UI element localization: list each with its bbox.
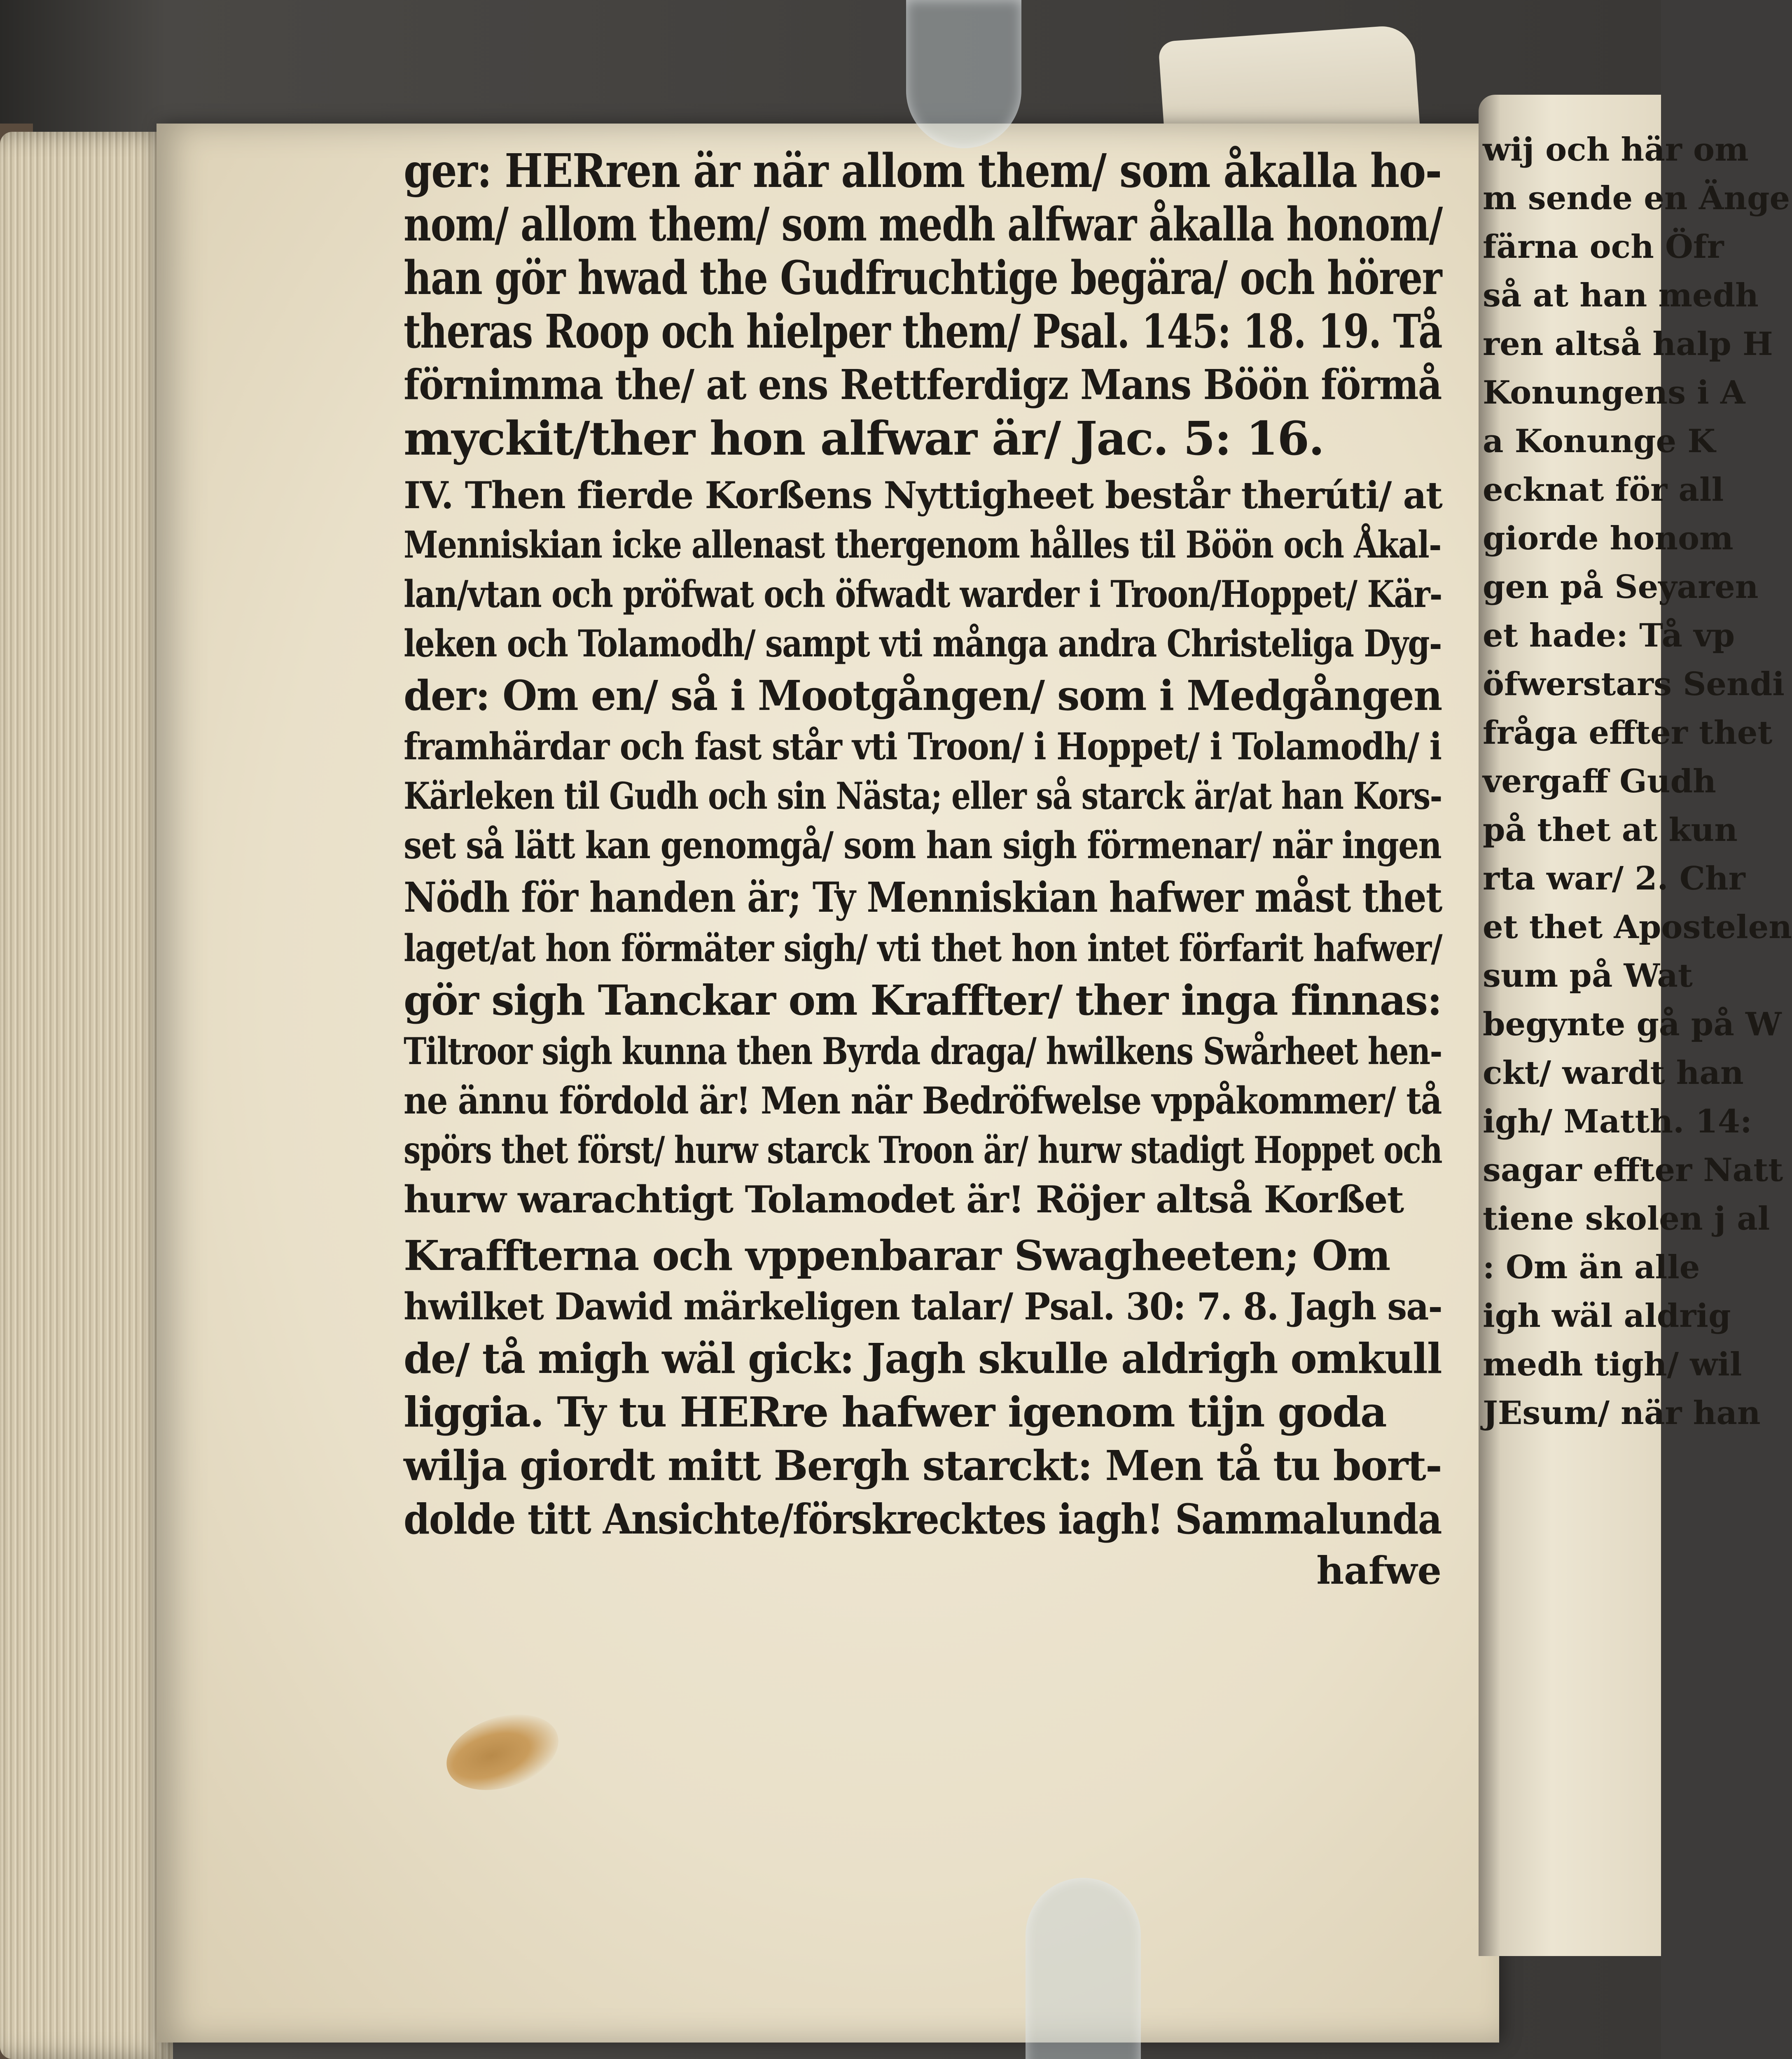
text-line: ne ännu fördold är! Men när Bedröfwelse vppåkommer/ tå (404, 1079, 1442, 1123)
facing-page (1479, 95, 1792, 1956)
text-line: wilja giordt mitt Bergh starckt: Men tå tu bort- (404, 1441, 1442, 1490)
facing-text-line: giorde honom (1483, 520, 1734, 557)
text-line: han gör hwad the Gudfruchtige begära/ och hörer (404, 251, 1442, 305)
text-line: lan/vtan och pröfwat och öfwadt warder i Troon/Hoppet/ Kär- (404, 572, 1442, 616)
facing-text-line: vergaff Gudh (1483, 763, 1716, 800)
text-line: theras Roop och hielper them/ Psal. 145: 18. 19. Tå (404, 305, 1442, 359)
text-line: Kraffterna och vppenbarar Swagheeten; Om (404, 1231, 1390, 1280)
catchword: hafwe (1316, 1548, 1442, 1593)
left-page-stack (0, 132, 173, 2059)
text-line: framhärdar och fast står vti Troon/ i Hoppet/ i Tolamodh/ i (404, 725, 1442, 768)
facing-text-line: fråga effter thet (1483, 714, 1773, 752)
facing-text-line: m sende en Änge (1483, 180, 1790, 217)
text-line: laget/at hon förmäter sigh/ vti thet hon intet förfarit hafwer/ (404, 927, 1442, 970)
text-line: de/ tå migh wäl gick: Jagh skulle aldrigh omkull (404, 1334, 1442, 1383)
bottom-clip (1026, 1878, 1141, 2059)
text-line: Tiltroor sigh kunna then Byrda draga/ hwilkens Swårheet hen- (404, 1030, 1442, 1073)
facing-text-line: et thet Apostelen (1483, 908, 1792, 946)
text-line: hurw warachtigt Tolamodet är! Röjer altså Korßet (404, 1178, 1404, 1221)
facing-text-line: öfwerstars Sendi (1483, 665, 1785, 703)
facing-text-line: tiene skolen j al (1483, 1200, 1770, 1237)
facing-text-line: färna och Öfr (1483, 228, 1724, 266)
facing-text-line: igh/ Matth. 14: (1483, 1103, 1752, 1140)
facing-text-line: sum på Wat (1483, 957, 1693, 994)
text-line: ger: HERren är när allom them/ som åkalla ho- (404, 144, 1442, 198)
text-line: gör sigh Tanckar om Kraffter/ ther inga finnas: (404, 976, 1442, 1025)
text-line: der: Om en/ så i Mootgången/ som i Medgången (404, 671, 1442, 720)
facing-text-line: gen på Seyaren (1483, 568, 1759, 606)
text-line: leken och Tolamodh/ sampt vti många andra Christeliga Dyg- (404, 622, 1442, 665)
facing-text-line: ecknat för all (1483, 471, 1724, 509)
facing-text-line: rta war/ 2. Chr (1483, 860, 1745, 897)
facing-text-line: begynte gå på W (1483, 1006, 1782, 1043)
top-clip (906, 0, 1021, 148)
text-line: set så lätt kan genomgå/ som han sigh förmenar/ när ingen (404, 824, 1441, 867)
text-line: Menniskian icke allenast thergenom hålles til Böön och Åkal- (404, 523, 1441, 567)
text-line: IV. Then fierde Korßens Nyttigheet består therúti/ at (404, 474, 1442, 517)
facing-text-line: medh tigh/ wil (1483, 1346, 1742, 1383)
facing-text-line: JEsum/ när han (1483, 1394, 1761, 1432)
text-line: hwilket Dawid märkeligen talar/ Psal. 30: 7. 8. Jagh sa- (404, 1285, 1442, 1328)
facing-text-line: ckt/ wardt han (1483, 1054, 1744, 1092)
facing-text-line: wij och här om (1483, 131, 1749, 168)
facing-text-line: på thet at kun (1483, 811, 1738, 849)
facing-text-line: ren altså halp H (1483, 325, 1773, 363)
facing-text-line: så at han medh (1483, 277, 1759, 314)
facing-text-line: Konungens i A (1483, 374, 1745, 411)
text-line: liggia. Ty tu HERre hafwer igenom tijn goda (404, 1388, 1386, 1436)
text-line: Nödh för handen är; Ty Menniskian hafwer måst thet (404, 873, 1442, 922)
facing-text-line: sagar effter Natt (1483, 1151, 1783, 1189)
facing-text-line: igh wäl aldrig (1483, 1297, 1731, 1335)
facing-text-line: : Om än alle (1483, 1249, 1700, 1286)
text-line: nom/ allom them/ som medh alfwar åkalla honom/ (404, 198, 1442, 252)
text-line: förnimma the/ at ens Rettferdigz Mans Böön förmå (404, 360, 1442, 409)
text-line: spörs thet först/ hurw starck Troon är/ hurw stadigt Hoppet och (404, 1128, 1442, 1172)
text-line: dolde titt Ansichte/förskrecktes iagh! Sammalunda (404, 1495, 1442, 1543)
text-line: myckit/ther hon alfwar är/ Jac. 5: 16. (404, 412, 1324, 466)
facing-text-line: a Konunge K (1483, 423, 1716, 460)
facing-text-line: et hade: Tå vp (1483, 617, 1735, 654)
text-line: Kärleken til Gudh och sin Nästa; eller så starck är/at han Kors- (404, 774, 1442, 818)
